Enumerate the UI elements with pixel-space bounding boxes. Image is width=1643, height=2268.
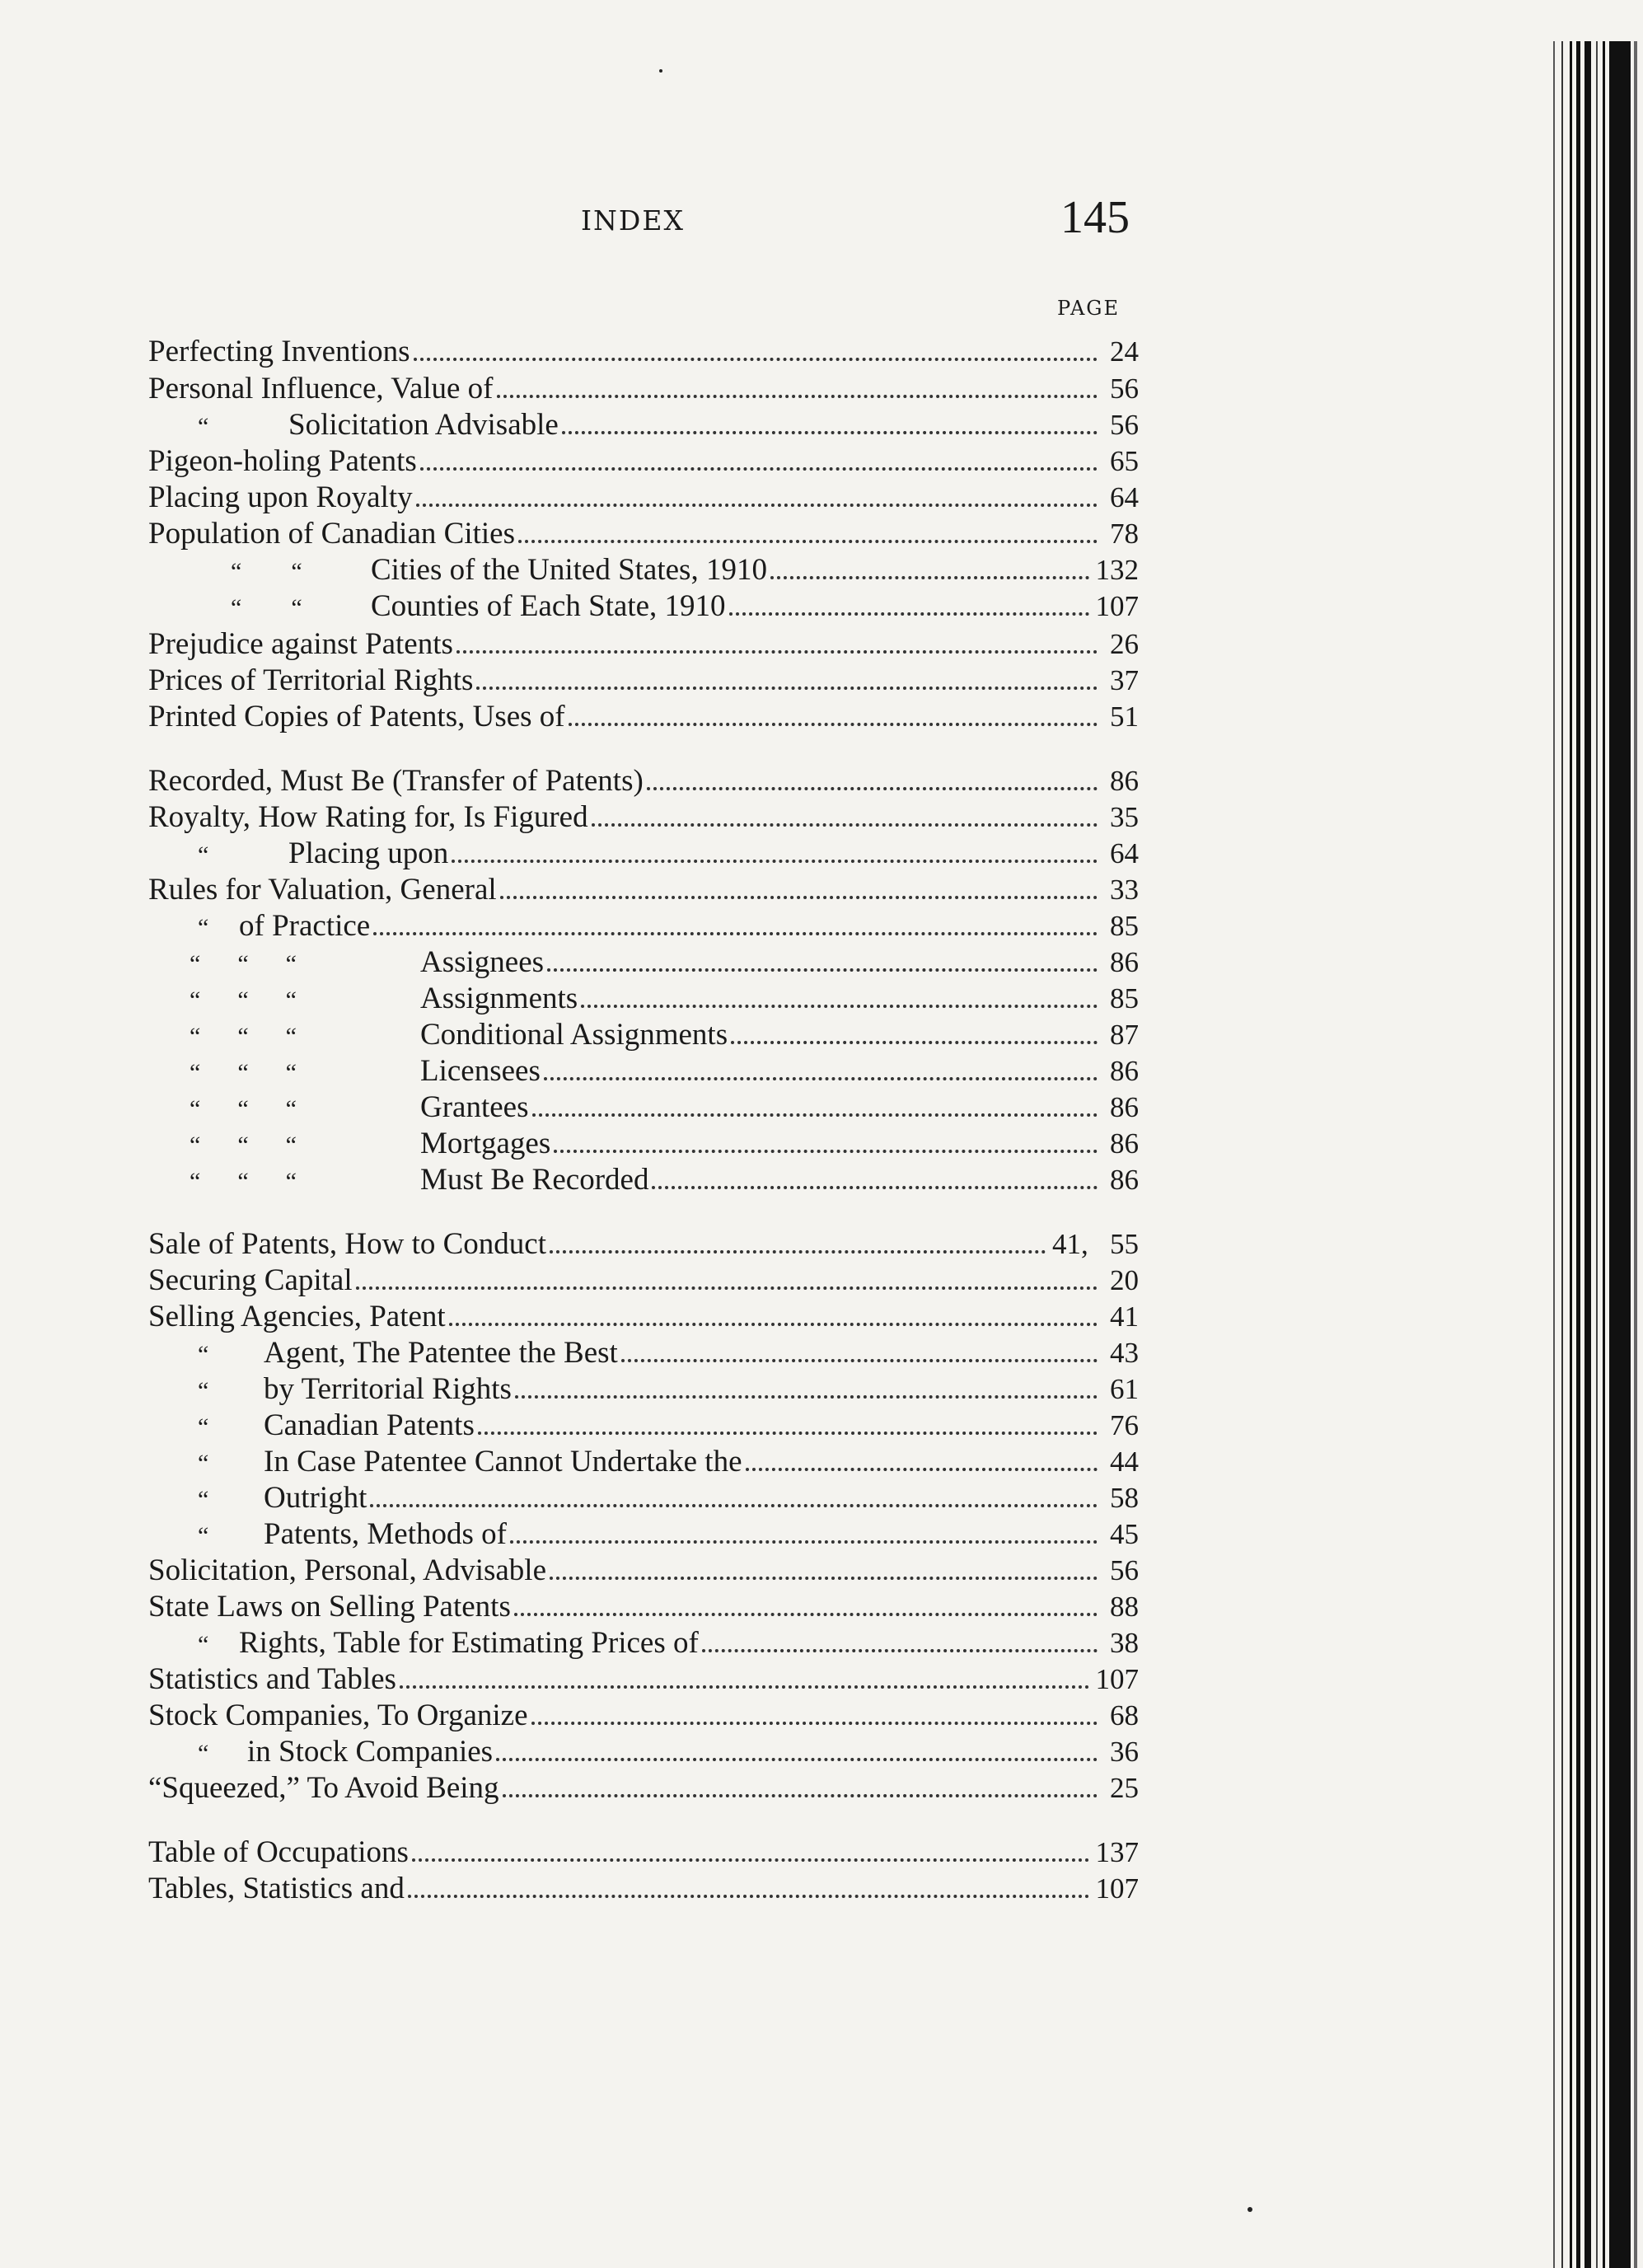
dot-leader bbox=[770, 576, 1089, 579]
entry-page-ref: 85 bbox=[1110, 982, 1139, 1015]
entry-text: Grantees bbox=[420, 1090, 529, 1124]
index-entry bbox=[148, 1770, 1139, 1806]
scan-speck bbox=[659, 69, 662, 73]
dot-leader bbox=[562, 431, 1098, 434]
entry-text: Solicitation, Personal, Advisable bbox=[148, 1553, 547, 1587]
entry-page-ref: 56 bbox=[1110, 1554, 1139, 1586]
entry-page-ref: 85 bbox=[1110, 910, 1139, 942]
index-entry bbox=[148, 334, 1139, 370]
index-entry bbox=[148, 1734, 1139, 1770]
index-entry bbox=[148, 1553, 1139, 1589]
entry-text: Personal Influence, Value of bbox=[148, 372, 494, 405]
dot-leader bbox=[476, 686, 1098, 690]
dot-leader bbox=[497, 395, 1098, 398]
entry-text: Assignments bbox=[420, 982, 578, 1015]
page-column-label: PAGE bbox=[1057, 297, 1120, 320]
entry-text: Table of Occupations bbox=[148, 1835, 409, 1869]
entry-text: “Squeezed,” To Avoid Being bbox=[148, 1771, 499, 1805]
index-entry bbox=[148, 516, 1139, 552]
ditto-mark: “ “ “ bbox=[190, 986, 297, 1014]
ditto-mark: “ bbox=[198, 1631, 209, 1658]
dot-leader bbox=[550, 1577, 1098, 1580]
index-entry bbox=[148, 981, 1139, 1017]
entry-page-ref: 35 bbox=[1110, 801, 1139, 833]
dot-leader bbox=[408, 1895, 1089, 1898]
entry-page-ref: 37 bbox=[1110, 664, 1139, 696]
entry-text: Printed Copies of Patents, Uses of bbox=[148, 700, 565, 733]
entry-text: Licensees bbox=[420, 1054, 541, 1088]
dot-leader bbox=[356, 1286, 1098, 1290]
index-entry bbox=[148, 1625, 1139, 1661]
dot-leader bbox=[414, 358, 1098, 361]
entry-page-ref: 86 bbox=[1110, 765, 1139, 797]
entry-text: Pigeon-holing Patents bbox=[148, 444, 417, 478]
ditto-mark: “ “ “ bbox=[190, 1023, 297, 1050]
page-number: 145 bbox=[1060, 192, 1130, 243]
index-entry bbox=[148, 663, 1139, 699]
entry-page-ref: 68 bbox=[1110, 1699, 1139, 1731]
ditto-mark: “ bbox=[198, 914, 209, 941]
index-entry bbox=[148, 1371, 1139, 1408]
entry-page-ref: 44 bbox=[1110, 1446, 1139, 1478]
entry-text: Population of Canadian Cities bbox=[148, 517, 515, 551]
index-entry bbox=[148, 552, 1139, 588]
index-entry bbox=[148, 1089, 1139, 1126]
entry-text: Rights, Table for Estimating Prices of bbox=[239, 1626, 699, 1660]
entry-text: Conditional Assignments bbox=[420, 1018, 728, 1052]
entry-text: Prices of Territorial Rights bbox=[148, 663, 474, 697]
entry-page-ref: 87 bbox=[1110, 1019, 1139, 1051]
index-entry bbox=[148, 1053, 1139, 1089]
entry-text: Solicitation Advisable bbox=[288, 408, 559, 442]
entry-page-ref: 56 bbox=[1110, 373, 1139, 405]
ditto-mark: “ bbox=[198, 1740, 209, 1767]
dot-leader bbox=[532, 1113, 1098, 1117]
entry-text: Placing upon bbox=[288, 836, 449, 870]
dot-leader bbox=[729, 612, 1089, 616]
index-entry bbox=[148, 699, 1139, 735]
index-entry bbox=[148, 1480, 1139, 1516]
entry-page-ref: 107 bbox=[1095, 1872, 1139, 1905]
dot-leader bbox=[412, 1858, 1089, 1862]
entry-page-ref: 137 bbox=[1095, 1836, 1139, 1868]
ditto-mark: “ “ bbox=[231, 594, 302, 621]
index-entry bbox=[148, 799, 1139, 836]
dot-leader bbox=[514, 1613, 1098, 1616]
dot-leader bbox=[702, 1649, 1098, 1652]
index-entry bbox=[148, 1162, 1139, 1198]
entry-page-ref: 24 bbox=[1110, 335, 1139, 368]
entry-page-ref: 65 bbox=[1110, 445, 1139, 477]
dot-leader bbox=[515, 1395, 1098, 1399]
dot-leader bbox=[510, 1540, 1098, 1544]
ditto-mark: “ “ “ bbox=[190, 1168, 297, 1195]
entry-text: Patents, Methods of bbox=[264, 1517, 507, 1551]
dot-leader bbox=[449, 1323, 1098, 1326]
entry-text: Sale of Patents, How to Conduct bbox=[148, 1227, 547, 1261]
entry-page-ref: 33 bbox=[1110, 874, 1139, 906]
index-entry bbox=[148, 1299, 1139, 1335]
dot-leader bbox=[452, 860, 1098, 863]
entry-page-ref: 78 bbox=[1110, 518, 1139, 550]
dot-leader bbox=[592, 823, 1098, 827]
dot-leader bbox=[503, 1794, 1098, 1797]
index-entry bbox=[148, 407, 1139, 443]
entry-text: Canadian Patents bbox=[264, 1408, 475, 1442]
entry-text: Outright bbox=[264, 1481, 367, 1515]
entry-text: Stock Companies, To Organize bbox=[148, 1699, 528, 1732]
dot-leader bbox=[478, 1432, 1098, 1435]
entry-text: Assignees bbox=[420, 945, 545, 979]
entry-page-ref: 86 bbox=[1110, 946, 1139, 978]
dot-leader bbox=[531, 1722, 1098, 1725]
index-entry bbox=[148, 480, 1139, 516]
entry-text: Mortgages bbox=[420, 1127, 551, 1160]
dot-leader bbox=[554, 1150, 1098, 1153]
running-header-title: INDEX bbox=[581, 204, 685, 237]
entry-text: Must Be Recorded bbox=[420, 1163, 649, 1197]
dot-leader bbox=[518, 540, 1098, 543]
entry-text: in Stock Companies bbox=[247, 1735, 494, 1769]
entry-page-ref: 26 bbox=[1110, 628, 1139, 660]
entry-text: State Laws on Selling Patents bbox=[148, 1590, 511, 1624]
dot-leader bbox=[496, 1758, 1098, 1761]
index-entry bbox=[148, 872, 1139, 908]
dot-leader bbox=[416, 504, 1098, 507]
entry-page-ref: 86 bbox=[1110, 1055, 1139, 1087]
ditto-mark: “ “ “ bbox=[190, 950, 297, 977]
index-entry bbox=[148, 836, 1139, 872]
index-entry bbox=[148, 588, 1139, 625]
entry-page-ref: 107 bbox=[1095, 1663, 1139, 1695]
entry-text: by Territorial Rights bbox=[264, 1372, 512, 1406]
entry-page-ref: 43 bbox=[1110, 1337, 1139, 1369]
entry-text: Recorded, Must Be (Transfer of Patents) bbox=[148, 764, 644, 798]
entry-page-ref: 56 bbox=[1110, 409, 1139, 441]
index-entry bbox=[148, 1408, 1139, 1444]
ditto-mark: “ bbox=[198, 1341, 209, 1368]
dot-leader bbox=[373, 932, 1098, 935]
entry-text: Statistics and Tables bbox=[148, 1662, 396, 1696]
entry-page-ref: 45 bbox=[1110, 1518, 1139, 1550]
index-entry bbox=[148, 371, 1139, 407]
entry-text: Securing Capital bbox=[148, 1263, 353, 1297]
entry-page-ref: 132 bbox=[1095, 554, 1139, 586]
index-entry bbox=[148, 626, 1139, 663]
index-entry bbox=[148, 944, 1139, 981]
dot-leader bbox=[456, 650, 1098, 654]
entry-text: Prejudice against Patents bbox=[148, 627, 453, 661]
ditto-mark: “ bbox=[198, 1450, 209, 1477]
index-entry bbox=[148, 1516, 1139, 1553]
dot-leader bbox=[569, 723, 1098, 726]
dot-leader bbox=[400, 1685, 1089, 1689]
dot-leader bbox=[652, 1186, 1098, 1189]
index-entry bbox=[148, 1871, 1139, 1907]
entry-page-ref: 51 bbox=[1110, 701, 1139, 733]
entry-page-ref: 76 bbox=[1110, 1409, 1139, 1441]
entry-page-ref: 86 bbox=[1110, 1091, 1139, 1123]
entry-page-ref: 88 bbox=[1110, 1591, 1139, 1623]
entry-page-ref: 36 bbox=[1110, 1736, 1139, 1768]
index-entry bbox=[148, 443, 1139, 480]
entry-text: Selling Agencies, Patent bbox=[148, 1300, 446, 1333]
entry-page-ref: 25 bbox=[1110, 1772, 1139, 1804]
index-entry bbox=[148, 1661, 1139, 1698]
entry-text: Rules for Valuation, General bbox=[148, 873, 497, 907]
ditto-mark: “ bbox=[198, 1377, 209, 1404]
entry-page-ref: 41 bbox=[1110, 1300, 1139, 1333]
entry-page-ref: 64 bbox=[1110, 481, 1139, 513]
entry-text: Counties of Each State, 1910 bbox=[371, 589, 726, 623]
dot-leader bbox=[581, 1005, 1098, 1008]
entry-page-ref: 64 bbox=[1110, 837, 1139, 869]
ditto-mark: “ bbox=[198, 1486, 209, 1513]
book-binding-edge bbox=[1553, 41, 1643, 2268]
index-entry bbox=[148, 1226, 1139, 1263]
dot-leader bbox=[647, 787, 1098, 790]
entry-page-ref: 58 bbox=[1110, 1482, 1139, 1514]
entry-page-ref: 20 bbox=[1110, 1264, 1139, 1296]
entry-text: Tables, Statistics and bbox=[148, 1872, 405, 1905]
dot-leader bbox=[420, 467, 1098, 471]
entry-page-ref: 86 bbox=[1110, 1127, 1139, 1160]
ditto-mark: “ bbox=[198, 1522, 209, 1549]
entry-text: In Case Patentee Cannot Undertake the bbox=[264, 1445, 742, 1478]
dot-leader bbox=[746, 1468, 1098, 1471]
dot-leader bbox=[544, 1077, 1098, 1080]
entry-page-ref: 86 bbox=[1110, 1164, 1139, 1196]
index-entry bbox=[148, 1835, 1139, 1871]
ditto-mark: “ “ “ bbox=[190, 1132, 297, 1159]
entry-page-ref: 61 bbox=[1110, 1373, 1139, 1405]
entry-text: Placing upon Royalty bbox=[148, 480, 413, 514]
dot-leader bbox=[550, 1250, 1046, 1253]
index-entry bbox=[148, 908, 1139, 944]
dot-leader bbox=[621, 1359, 1098, 1362]
index-entry bbox=[148, 1335, 1139, 1371]
index-entry bbox=[148, 1444, 1139, 1480]
entry-text: Cities of the United States, 1910 bbox=[371, 553, 767, 587]
dot-leader bbox=[547, 968, 1098, 972]
entry-text: of Practice bbox=[239, 909, 371, 943]
entry-text: Royalty, How Rating for, Is Figured bbox=[148, 800, 588, 834]
ditto-mark: “ “ bbox=[231, 558, 302, 585]
entry-page-ref: 38 bbox=[1110, 1627, 1139, 1659]
index-entry bbox=[148, 1126, 1139, 1162]
index-entry bbox=[148, 763, 1139, 799]
dot-leader bbox=[370, 1504, 1098, 1507]
entry-page-ref: 41, 55 bbox=[1052, 1228, 1139, 1260]
index-entry bbox=[148, 1017, 1139, 1053]
scan-speck bbox=[1247, 2207, 1252, 2212]
ditto-mark: “ bbox=[198, 413, 209, 440]
index-entry bbox=[148, 1698, 1139, 1734]
dot-leader bbox=[731, 1041, 1098, 1044]
index-entry bbox=[148, 1263, 1139, 1299]
ditto-mark: “ “ “ bbox=[190, 1059, 297, 1086]
entry-text: Agent, The Patentee the Best bbox=[264, 1336, 618, 1370]
ditto-mark: “ bbox=[198, 841, 209, 869]
index-entry bbox=[148, 1589, 1139, 1625]
entry-page-ref: 107 bbox=[1095, 590, 1139, 622]
ditto-mark: “ bbox=[198, 1413, 209, 1441]
ditto-mark: “ “ “ bbox=[190, 1095, 297, 1122]
dot-leader bbox=[500, 896, 1098, 899]
entry-text: Perfecting Inventions bbox=[148, 335, 410, 368]
